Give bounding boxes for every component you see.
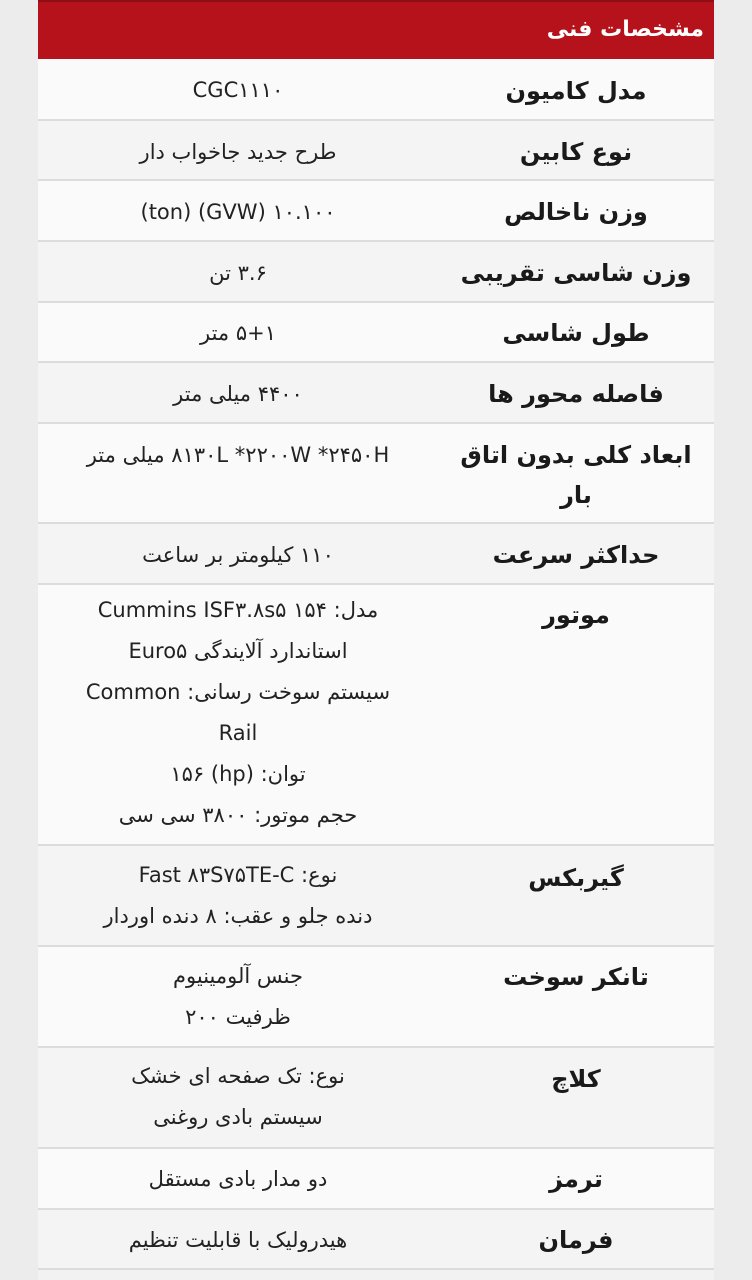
spec-value-line: هیدرولیک با قابلیت تنظیم [128, 1228, 348, 1252]
spec-label: حداکثر سرعت [492, 541, 660, 569]
spec-label: طول شاسی [502, 319, 650, 347]
spec-label: فرمان [538, 1226, 614, 1254]
spec-value [38, 192, 438, 232]
page-margin-left [0, 0, 38, 1280]
spec-value-line: استاندارد آلایندگی Euro۵ [128, 639, 348, 663]
spec-rows [38, 59, 714, 1270]
spec-value [38, 956, 438, 1038]
table-row [38, 181, 714, 242]
table-row [38, 585, 714, 846]
spec-value-line: مدل: Cummins ISF۳.۸s۵ ۱۵۴ [97, 598, 379, 622]
spec-value [38, 435, 438, 475]
spec-value-line: ۵+۱ متر [199, 321, 276, 345]
spec-value-line: توان: (hp) ۱۵۶ [170, 762, 306, 786]
spec-value-line: دنده جلو و عقب: ۸ دنده اوردار [103, 904, 373, 928]
spec-value-line: نوع: تک صفحه ای خشک [131, 1064, 345, 1088]
table-row [38, 121, 714, 181]
spec-value-line: ۸۱۳۰L *۲۲۰۰W *۲۴۵۰H میلی متر [86, 443, 390, 467]
spec-label: مدل کامیون [505, 77, 647, 105]
spec-value [38, 535, 438, 575]
spec-value [38, 132, 438, 172]
spec-label: نوع کابین [519, 138, 633, 166]
spec-value-line: ۱۰.۱۰۰ (GVW) (ton) [140, 200, 336, 224]
spec-value [38, 1056, 438, 1138]
spec-value [38, 253, 438, 293]
spec-label: ابعاد کلی بدون اتاق بار [460, 441, 692, 509]
spec-value-line: ۳.۶ تن [209, 261, 267, 285]
table-header [38, 0, 714, 59]
spec-label: ترمز [549, 1165, 603, 1193]
spec-value-line: جنس آلومینیوم [173, 964, 303, 988]
spec-label: کلاچ [551, 1065, 601, 1093]
spec-value-line: سیستم بادی روغنی [153, 1105, 323, 1129]
spec-value-line: ۱۱۰ کیلومتر بر ساعت [142, 543, 334, 567]
table-title: مشخصات فنی [546, 17, 704, 42]
spec-table [38, 0, 714, 1280]
spec-value-line: نوع: Fast ۸۳S۷۵TE-C [138, 863, 338, 887]
spec-value [38, 590, 438, 836]
table-row [38, 524, 714, 585]
table-row [38, 846, 714, 947]
spec-value-line: ظرفیت ۲۰۰ [185, 1005, 291, 1029]
spec-value-line: حجم موتور: ۳۸۰۰ سی سی [118, 803, 358, 827]
table-row [38, 363, 714, 424]
spec-value [38, 1159, 438, 1199]
spec-value-line: دو مدار بادی مستقل [148, 1167, 328, 1191]
spec-label: تانکر سوخت [503, 963, 649, 991]
spec-value-line: ۴۴۰۰ میلی متر [173, 382, 303, 406]
spec-label: وزن ناخالص [504, 198, 648, 226]
spec-value [38, 374, 438, 414]
table-row [38, 1048, 714, 1149]
table-row [38, 303, 714, 363]
spec-value-line: طرح جدید جاخواب دار [139, 140, 337, 164]
table-row [38, 1149, 714, 1210]
spec-label: فاصله محور ها [488, 380, 664, 408]
spec-value [38, 313, 438, 353]
spec-label: موتور [542, 601, 610, 629]
spec-value [38, 855, 438, 937]
table-row [38, 242, 714, 303]
table-row [38, 59, 714, 121]
spec-value [38, 70, 438, 110]
spec-label: وزن شاسی تقریبی [460, 259, 692, 287]
spec-value [38, 1220, 438, 1260]
page-margin-right [714, 0, 752, 1280]
table-row [38, 424, 714, 524]
table-row [38, 1210, 714, 1270]
spec-value-line: CGC۱۱۱۰ [192, 78, 284, 102]
spec-label: گیربکس [528, 864, 624, 892]
spec-value-line: سیستم سوخت رسانی: Common [85, 680, 391, 704]
table-row [38, 947, 714, 1048]
spec-value-line: Rail [218, 721, 258, 745]
